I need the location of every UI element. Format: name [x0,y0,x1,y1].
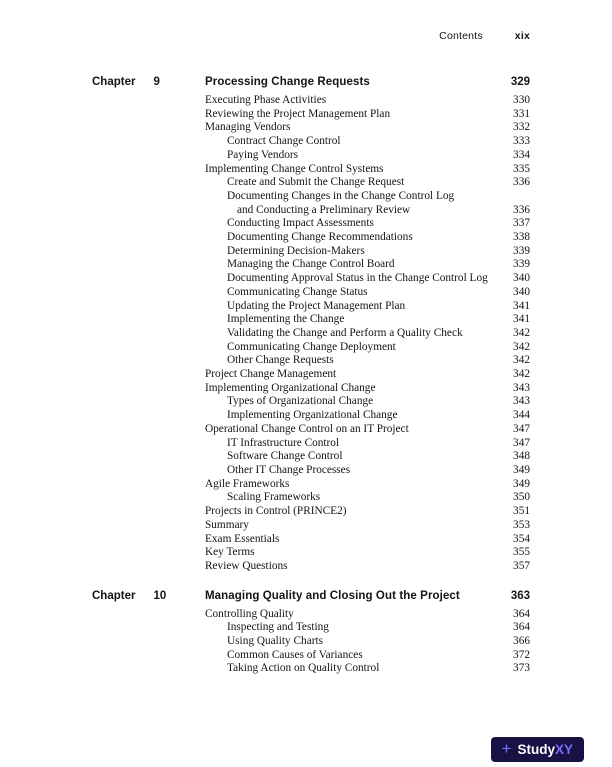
toc-entry-line: Contract Change Control [227,135,341,148]
toc-entry-line: Implementing Change Control Systems [205,162,384,175]
toc-entry-line: Operational Change Control on an IT Project [205,422,409,435]
header-page-number: xix [514,30,530,42]
toc-entry-page-number: 343 [513,381,530,394]
toc-entry-line-continued: and Conducting a Preliminary Review [237,203,411,216]
toc-entry-row [92,478,530,492]
toc-entry-row [92,354,530,368]
toc-entry-line: Determining Decision-Makers [227,244,365,257]
toc-entry-row [92,533,530,547]
toc-entry-title [205,560,505,574]
toc-entry-page-number: 366 [513,635,530,648]
toc-entry-title [227,313,505,327]
toc-entry-row [92,423,530,437]
toc-entry-title [227,621,505,635]
toc-entry-title [205,368,505,382]
toc-entry-line: Inspecting and Testing [227,621,329,634]
toc-entry-row [92,368,530,382]
toc-entry-line: Implementing Organizational Change [205,381,376,394]
toc-entry-title [227,190,505,217]
toc-entry-title [227,286,505,300]
toc-entry-row [92,176,530,190]
toc-entry-page-number: 364 [513,621,530,634]
toc-entry-page-number: 355 [513,546,530,559]
toc-entry-row [92,464,530,478]
toc-entry-page-number: 357 [513,559,530,572]
toc-entry-line: Paying Vendors [227,148,299,161]
toc-entry-title [227,437,505,451]
toc-entry-page-number: 332 [513,121,530,134]
toc-entry-line: Documenting Change Recommendations [227,231,413,244]
toc-entry-row [92,621,530,635]
toc-entry-page-number: 349 [513,477,530,490]
toc-entry-line: Agile Frameworks [205,477,290,490]
toc-entry-row [92,286,530,300]
toc-entry-page-number: 335 [513,162,530,175]
toc-entry-row [92,341,530,355]
toc-entry-line: Documenting Approval Status in the Change Control Log [227,272,488,285]
chapter-heading-row [92,590,530,602]
toc-entry-page-number: 339 [513,258,530,271]
toc-entry-title [205,94,505,108]
toc-entry-page-number: 347 [513,436,530,449]
toc-entry-title [205,163,505,177]
toc-entry-line: Types of Organizational Change [227,395,374,408]
toc-entry-line: Project Change Management [205,368,337,381]
toc-entry-page-number: 342 [513,368,530,381]
toc-entry-line: Controlling Quality [205,607,294,620]
toc-entry-page-number: 342 [513,354,530,367]
chapter-page-number: 363 [510,589,530,602]
toc-entry-row [92,519,530,533]
toc-entry-line: Implementing the Change [227,313,345,326]
toc-entry-page-number: 336 [513,176,530,189]
toc-entry-line: Managing Vendors [205,121,291,134]
toc-entry-row [92,635,530,649]
toc-entry-title [205,519,505,533]
toc-entry-row [92,649,530,663]
toc-entry-page-number: 333 [513,135,530,148]
toc-entry-line: Other IT Change Processes [227,463,351,476]
chapter-label: Chapter [92,76,136,88]
toc-entry-row [92,108,530,122]
toc-entry-title [227,491,505,505]
toc-entry-page-number: 339 [513,244,530,257]
toc-entry-title [205,546,505,560]
toc-entry-line: Review Questions [205,559,288,572]
toc-page [92,30,530,676]
toc-entry-line: Key Terms [205,546,255,559]
toc-entry-page-number: 334 [513,148,530,161]
header-contents-label: Contents [439,30,483,42]
toc-entry-row [92,327,530,341]
toc-entry-page-number: 350 [513,491,530,504]
toc-entry-title [205,505,505,519]
chapter-number: 10 [153,589,167,602]
toc-entry-title [205,382,505,396]
page-header [92,30,530,42]
toc-entry-row [92,190,530,217]
toc-entry-row [92,491,530,505]
toc-entry-row [92,245,530,259]
chapter-label-group [92,590,205,602]
logo-xy-text: XY [554,742,573,757]
chapter-title: Managing Quality and Closing Out the Project [205,589,460,602]
toc-entry-title [227,272,505,286]
toc-entry-line: Updating the Project Management Plan [227,299,406,312]
toc-entry-row [92,409,530,423]
toc-entry-page-number: 337 [513,217,530,230]
toc-entry-title [227,354,505,368]
toc-entry-line: Using Quality Charts [227,635,324,648]
logo-wordmark [517,742,573,757]
toc-entry-line: Scaling Frameworks [227,491,321,504]
toc-entry-row [92,546,530,560]
toc-entry-row [92,258,530,272]
toc-entry-page-number: 342 [513,340,530,353]
toc-entry-page-number: 347 [513,422,530,435]
toc-entry-page-number: 338 [513,231,530,244]
toc-entry-title [205,423,505,437]
toc-entry-title [227,409,505,423]
toc-entry-page-number: 341 [513,313,530,326]
chapter-page-number: 329 [510,76,530,88]
toc-entry-line: Communicating Change Status [227,285,368,298]
chapter-label: Chapter [92,589,136,602]
toc-entry-line: Documenting Changes in the Change Control Log [227,189,455,202]
toc-entry-line: Managing the Change Control Board [227,258,395,271]
toc-entry-title [227,450,505,464]
toc-entry-row [92,121,530,135]
toc-entry-row [92,272,530,286]
toc-entry-page-number: 348 [513,450,530,463]
toc-entry-page-number: 344 [513,409,530,422]
toc-entry-title [227,217,505,231]
toc-entry-line: Reviewing the Project Management Plan [205,107,391,120]
toc-entry-title [227,245,505,259]
logo-study-text: Study [517,742,555,757]
toc-entry-title [227,341,505,355]
toc-entry-line: Exam Essentials [205,532,280,545]
studyxy-logo [491,737,584,762]
toc-entry-title [227,649,505,663]
toc-entry-line: Validating the Change and Perform a Quality Check [227,326,463,339]
toc-entry-title [227,662,505,676]
toc-entry-page-number: 343 [513,395,530,408]
toc-entry-row [92,231,530,245]
toc-entry-page-number: 342 [513,326,530,339]
toc-entry-title [205,121,505,135]
toc-entry-row [92,300,530,314]
toc-entry-page-number: 372 [513,648,530,661]
toc-entry-line: Taking Action on Quality Control [227,662,380,675]
toc-entry-row [92,382,530,396]
toc-entry-line: IT Infrastructure Control [227,436,340,449]
toc-entry-title [227,395,505,409]
toc-entry-page-number: 353 [513,518,530,531]
toc-entry-title [227,149,505,163]
toc-entry-line: Projects in Control (PRINCE2) [205,505,347,518]
toc-entry-page-number: 331 [513,107,530,120]
toc-entry-row [92,163,530,177]
toc-entry-line: Other Change Requests [227,354,334,367]
toc-entry-page-number: 373 [513,662,530,675]
toc-entry-title [227,135,505,149]
toc-entry-page-number: 340 [513,285,530,298]
toc-list [92,76,530,676]
toc-entry-line: Conducting Impact Assessments [227,217,374,230]
toc-entry-title [227,635,505,649]
toc-entry-row [92,505,530,519]
toc-entry-title [227,464,505,478]
plus-icon: + [501,739,512,758]
toc-entry-row [92,437,530,451]
toc-entry-title [227,258,505,272]
toc-entry-line: Implementing Organizational Change [227,409,398,422]
toc-entry-title [227,300,505,314]
toc-entry-title [205,533,505,547]
toc-entry-page-number: 351 [513,505,530,518]
chapter-title: Processing Change Requests [205,76,370,88]
toc-entry-line: Software Change Control [227,450,343,463]
toc-entry-title [205,608,505,622]
toc-entry-row [92,149,530,163]
toc-entry-line: Executing Phase Activities [205,94,327,106]
toc-entry-row [92,662,530,676]
toc-entry-line: Communicating Change Deployment [227,340,396,353]
toc-entry-line: Create and Submit the Change Request [227,176,405,189]
toc-entry-line: Common Causes of Variances [227,648,363,661]
toc-entry-title [227,327,505,341]
toc-entry-page-number: 349 [513,463,530,476]
toc-entry-title [205,108,505,122]
toc-entry-title [205,478,505,492]
toc-entry-line: Summary [205,518,249,531]
toc-entry-row [92,608,530,622]
chapter-label-group [92,76,205,88]
toc-entry-page-number: 341 [513,299,530,312]
toc-entry-row [92,217,530,231]
toc-entry-title [227,176,505,190]
toc-entry-row [92,395,530,409]
toc-entry-row [92,560,530,574]
toc-entry-page-number: 330 [513,94,530,106]
toc-entry-page-number: 364 [513,607,530,620]
toc-entry-page-number: 354 [513,532,530,545]
toc-entry-page-number: 340 [513,272,530,285]
toc-entry-row [92,450,530,464]
chapter-heading-row [92,76,530,88]
toc-entry-row [92,135,530,149]
toc-entry-row [92,313,530,327]
toc-entry-page-number: 336 [513,203,530,216]
toc-entry-title [227,231,505,245]
chapter-number: 9 [153,76,160,88]
toc-entry-row [92,94,530,108]
